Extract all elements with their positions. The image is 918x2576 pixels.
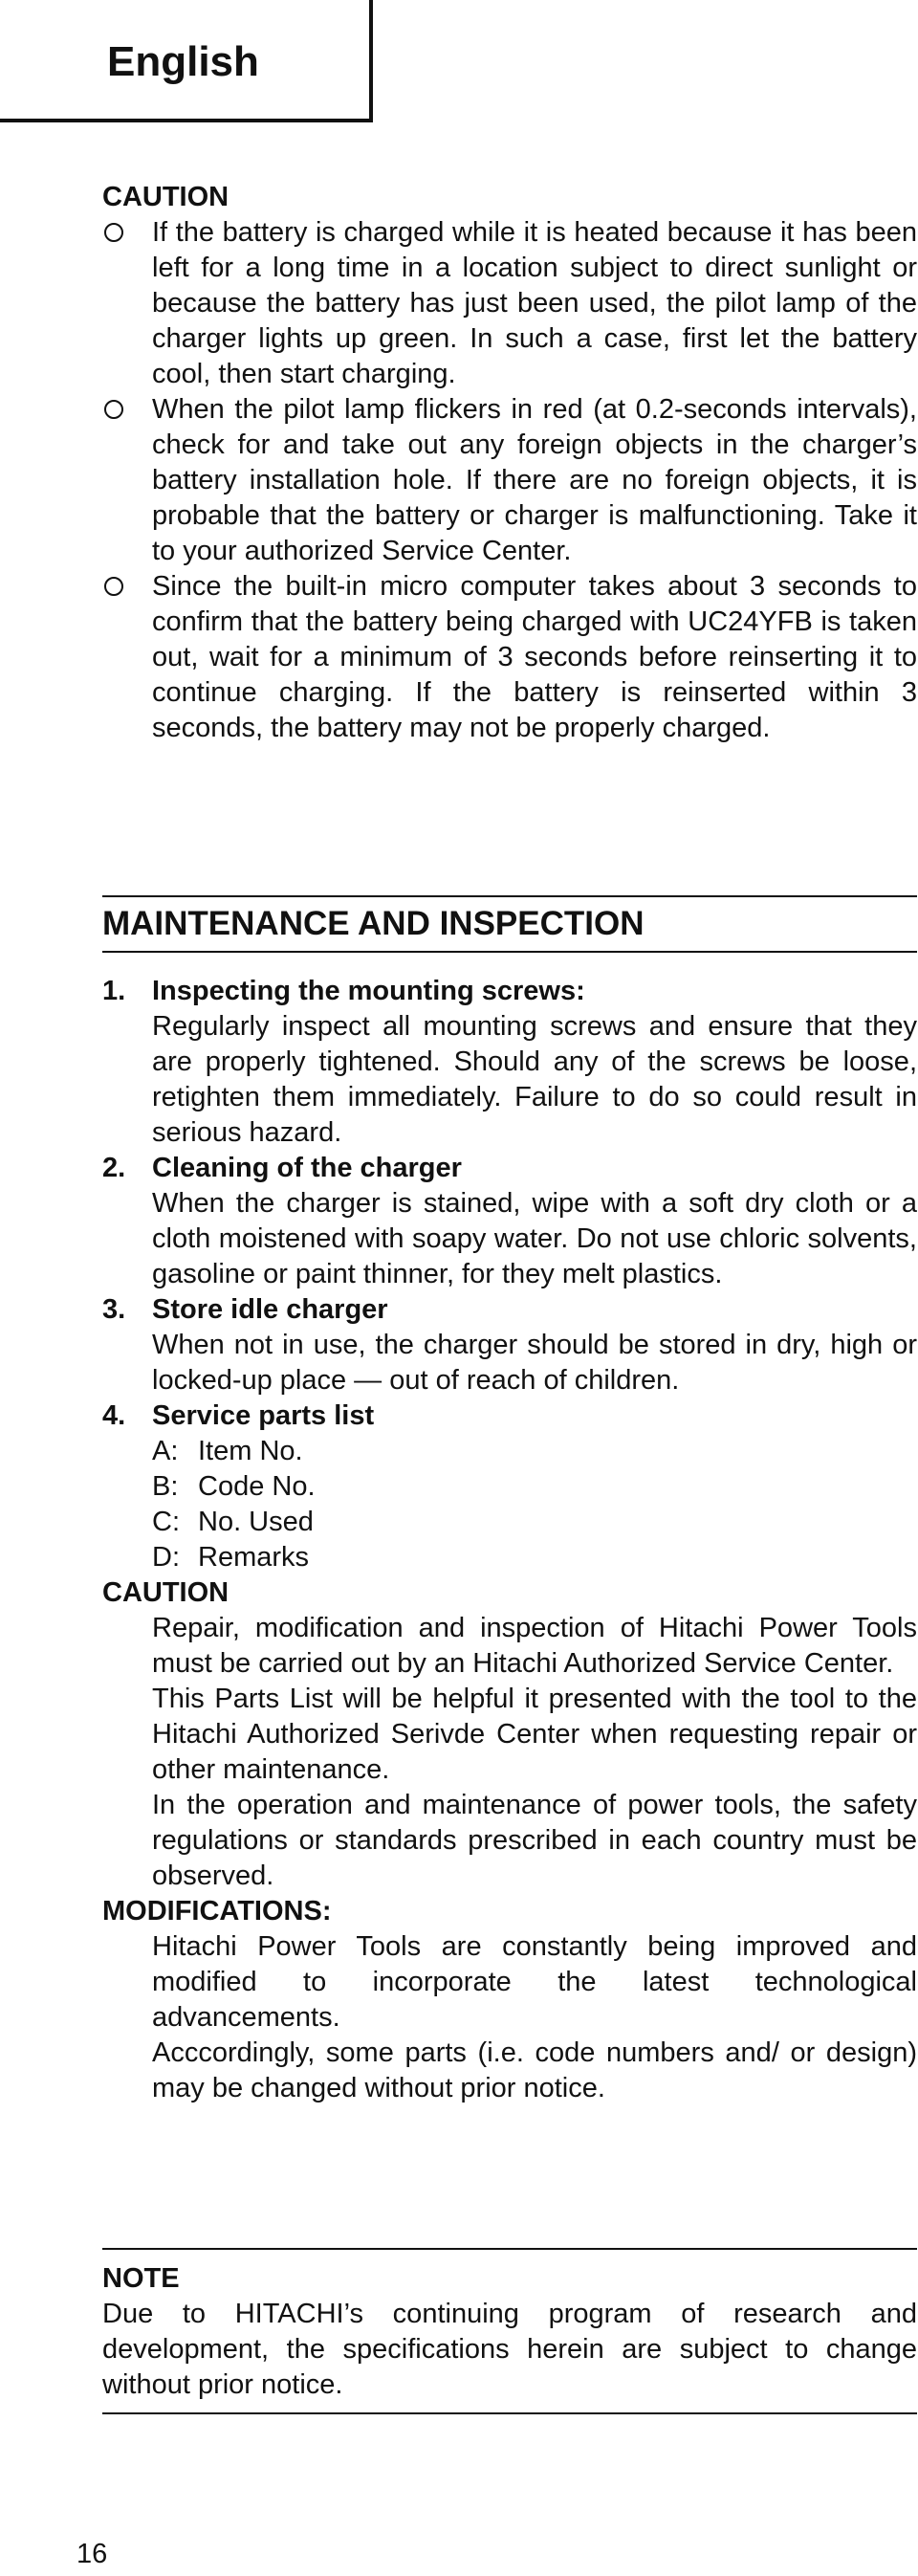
parts-key: B: [152, 1471, 179, 1502]
caution-paragraph: This Parts List will be helpful it presented with the tool to the Hitachi Authorized Serivde Center when requesting repair or other maintenance. [152, 1684, 917, 1785]
parts-key: A: [152, 1436, 179, 1466]
page-number: 16 [76, 2539, 108, 2569]
item-title: Service parts list [152, 1400, 375, 1431]
parts-label: Remarks [198, 1542, 310, 1573]
parts-list-entry [102, 1469, 917, 1505]
item-number: 3. [102, 1294, 126, 1325]
item-title: Inspecting the mounting screws: [152, 976, 585, 1006]
circle-bullet-icon [104, 400, 123, 419]
caution-bullet [102, 569, 917, 746]
caution-bullet-text: If the battery is charged while it is heated because it has been left for a long time in a location subject to direct sunlight or because the battery has just been used, the pilot lamp of the charger lights up green. In such a case, first let the battery cool, then start charging. [152, 217, 917, 389]
language-label: English [107, 38, 259, 85]
parts-list-entry [102, 1540, 917, 1575]
note-rule-bottom [102, 2412, 917, 2414]
parts-key: C: [152, 1507, 180, 1537]
item-body: When not in use, the charger should be stored in dry, high or locked-up place — out of reach of children. [152, 1330, 917, 1396]
parts-list-entry [102, 1505, 917, 1540]
maintenance-title: MAINTENANCE AND INSPECTION [102, 905, 645, 942]
item-number: 4. [102, 1400, 126, 1431]
maintenance-item-heading [102, 1292, 917, 1328]
item-number: 2. [102, 1153, 126, 1183]
caution-paragraph: In the operation and maintenance of power tools, the safety regulations or standards prescribed in each country must be observed. [152, 1790, 917, 1891]
caution-paragraph: Repair, modification and inspection of Hitachi Power Tools must be carried out by an Hitachi Authorized Service Center. [152, 1613, 917, 1679]
caution-bullet-text: When the pilot lamp flickers in red (at 0.2-seconds intervals), check for and take out any foreign objects in the charger’s battery installation hole. If there are no foreign objects, it is probable that the battery or charger is malfunctioning. Take it to your authorized Service Center. [152, 394, 917, 566]
maintenance-section [102, 895, 917, 2106]
maintenance-item-heading [102, 1151, 917, 1186]
item-body: Regularly inspect all mounting screws and ensure that they are properly tightened. Should any of the screws be loose, retighten them immediately. Failure to do so could result in serious hazard. [152, 1011, 917, 1148]
parts-label: Item No. [198, 1436, 303, 1466]
caution-section [102, 180, 917, 746]
modifications-paragraph: Acccordingly, some parts (i.e. code numbers and/ or design) may be changed without prior notice. [152, 2037, 917, 2103]
caution-title: CAUTION [102, 182, 230, 212]
caution-bullet [102, 392, 917, 569]
parts-list-entry [102, 1434, 917, 1469]
language-tab [0, 0, 373, 122]
caution-bullet [102, 215, 917, 392]
maintenance-item-heading [102, 974, 917, 1009]
item-body: When the charger is stained, wipe with a soft dry cloth or a cloth moistened with soapy water. Do not use chloric solvents, gasoline or paint thinner, for they melt plastics. [152, 1188, 917, 1289]
maintenance-item-heading [102, 1398, 917, 1434]
parts-key: D: [152, 1542, 180, 1573]
note-body: Due to HITACHI’s continuing program of research and development, the specifications herein are subject to change without prior notice. [102, 2299, 917, 2400]
note-title: NOTE [102, 2263, 180, 2294]
circle-bullet-icon [104, 577, 123, 596]
item-number: 1. [102, 976, 126, 1006]
modifications-paragraph: Hitachi Power Tools are constantly being improved and modified to incorporate the latest technological advancements. [152, 1931, 917, 2033]
modifications-title: MODIFICATIONS: [102, 1896, 332, 1926]
caution-title: CAUTION [102, 1577, 230, 1608]
item-title: Store idle charger [152, 1294, 388, 1325]
parts-label: Code No. [198, 1471, 316, 1502]
circle-bullet-icon [104, 223, 123, 242]
parts-label: No. Used [198, 1507, 314, 1537]
caution-bullet-text: Since the built-in micro computer takes about 3 seconds to confirm that the battery being charged with UC24YFB is taken out, wait for a minimum of 3 seconds before reinserting it to continue charging. If the battery is reinserted within 3 seconds, the battery may not be properly charged. [152, 571, 917, 743]
note-section [102, 2248, 917, 2414]
item-title: Cleaning of the charger [152, 1153, 462, 1183]
